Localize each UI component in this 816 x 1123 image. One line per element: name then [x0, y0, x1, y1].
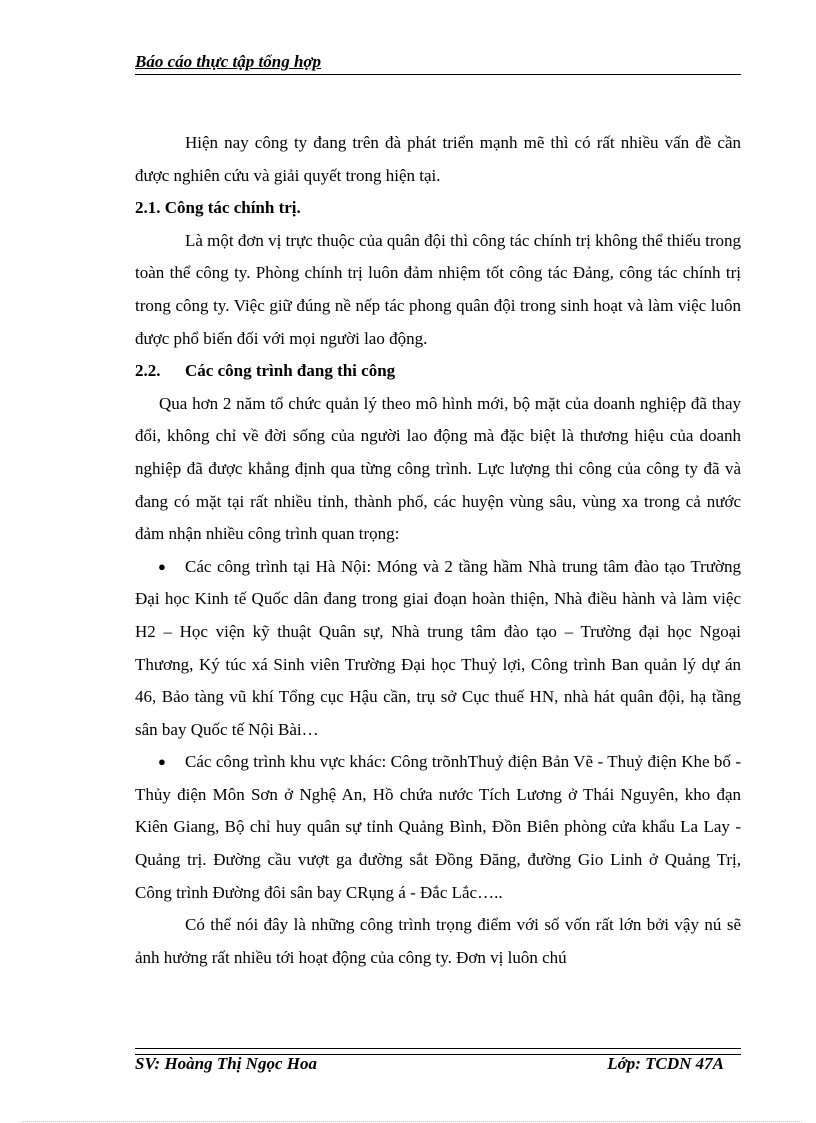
page-edge — [22, 1121, 802, 1122]
intro-paragraph: Hiện nay công ty đang trên đà phát triển mạnh mẽ thì có rất nhiều vấn đề cần được nghiên cứu và giải quyết trong hiện tại. — [135, 133, 741, 185]
header-title: Báo cáo thực tập tổng hợp — [135, 52, 322, 71]
section-number: 2.2. — [135, 361, 161, 381]
section-heading-2-2 — [135, 355, 741, 388]
list-item-text: Các công trình khu vực khác: Công trõnhThuỷ điện Bản Vẽ - Thuỷ điện Khe bố - Thủy điện Môn Sơn ở Nghệ An, Hồ chứa nước Tích Lương ở Thái Nguyên, kho đạn Kiên Giang, Bộ chỉ huy quân sự tỉnh Quảng Bình, Đồn Biên phòng cửa khẩu La Lay - Quảng trị. Đường cầu vượt ga đường sắt Đồng Đăng, đường Gio Linh ở Quảng Trị, Công trình Đường đôi sân bay CRụng á - Đắc Lắc….. — [135, 752, 741, 902]
section-heading-2-1: 2.1. Công tác chính trị. — [135, 198, 301, 218]
section-2-2-paragraph: Qua hơn 2 năm tổ chức quản lý theo mô hình mới, bộ mặt của doanh nghiệp đã thay đổi, không chỉ về đời sống của người lao động mà đặc biệt là thương hiệu của doanh nghiệp đã được khẳng định qua từng công trình. Lực lượng thi công của công ty đã và đang có mặt tại rất nhiều tỉnh, thành phố, các huyện vùng sâu, vùng xa trong cả nước đảm nhận nhiều công trình quan trọng: — [135, 393, 741, 544]
list-item — [135, 551, 741, 747]
document-body — [135, 127, 741, 974]
list-item — [135, 746, 741, 909]
list-item-text: Các công trình tại Hà Nội: Móng và 2 tầng hầm Nhà trung tâm đào tạo Trường Đại học Kinh tế Quốc dân đang trong giai đoạn hoàn thiện, Nhà điều hành và làm việc H2 – Học viện kỹ thuật Quân sự, Nhà trung tâm đào tạo – Trường đại học Ngoại Thương, Ký túc xá Sinh viên Trường Đại học Thuỷ lợi, Công trình Ban quản lý dự án 46, Bảo tàng vũ khí Tổng cục Hậu cần, trụ sở Cục thuế HN, nhà hát quân đội, hạ tầng sân bay Quốc tế Nội Bài… — [135, 556, 741, 739]
page-header — [135, 48, 741, 75]
closing-paragraph: Có thể nói đây là những công trình trọng điểm với số vốn rất lớn bởi vậy nú sẽ ảnh hưởng rất nhiều tới hoạt động của công ty. Đơn vị luôn chú — [135, 915, 741, 967]
page-footer — [135, 1054, 741, 1078]
bullet-icon: ● — [158, 558, 166, 574]
section-title: Các công trình đang thi công — [185, 361, 396, 381]
bullet-icon: ● — [158, 754, 166, 770]
footer-student: SV: Hoàng Thị Ngọc Hoa — [135, 1054, 317, 1073]
footer-class: Lớp: TCDN 47A — [607, 1054, 724, 1073]
section-2-1-paragraph: Là một đơn vị trực thuộc của quân đội thì công tác chính trị không thể thiếu trong toàn thể công ty. Phòng chính trị luôn đảm nhiệm tốt công tác Đảng, công tác chính trị trong công ty. Việc giữ đúng nề nếp tác phong quân đội trong sinh hoạt và làm việc luôn được phổ biến đối với mọi người lao động. — [135, 230, 741, 348]
